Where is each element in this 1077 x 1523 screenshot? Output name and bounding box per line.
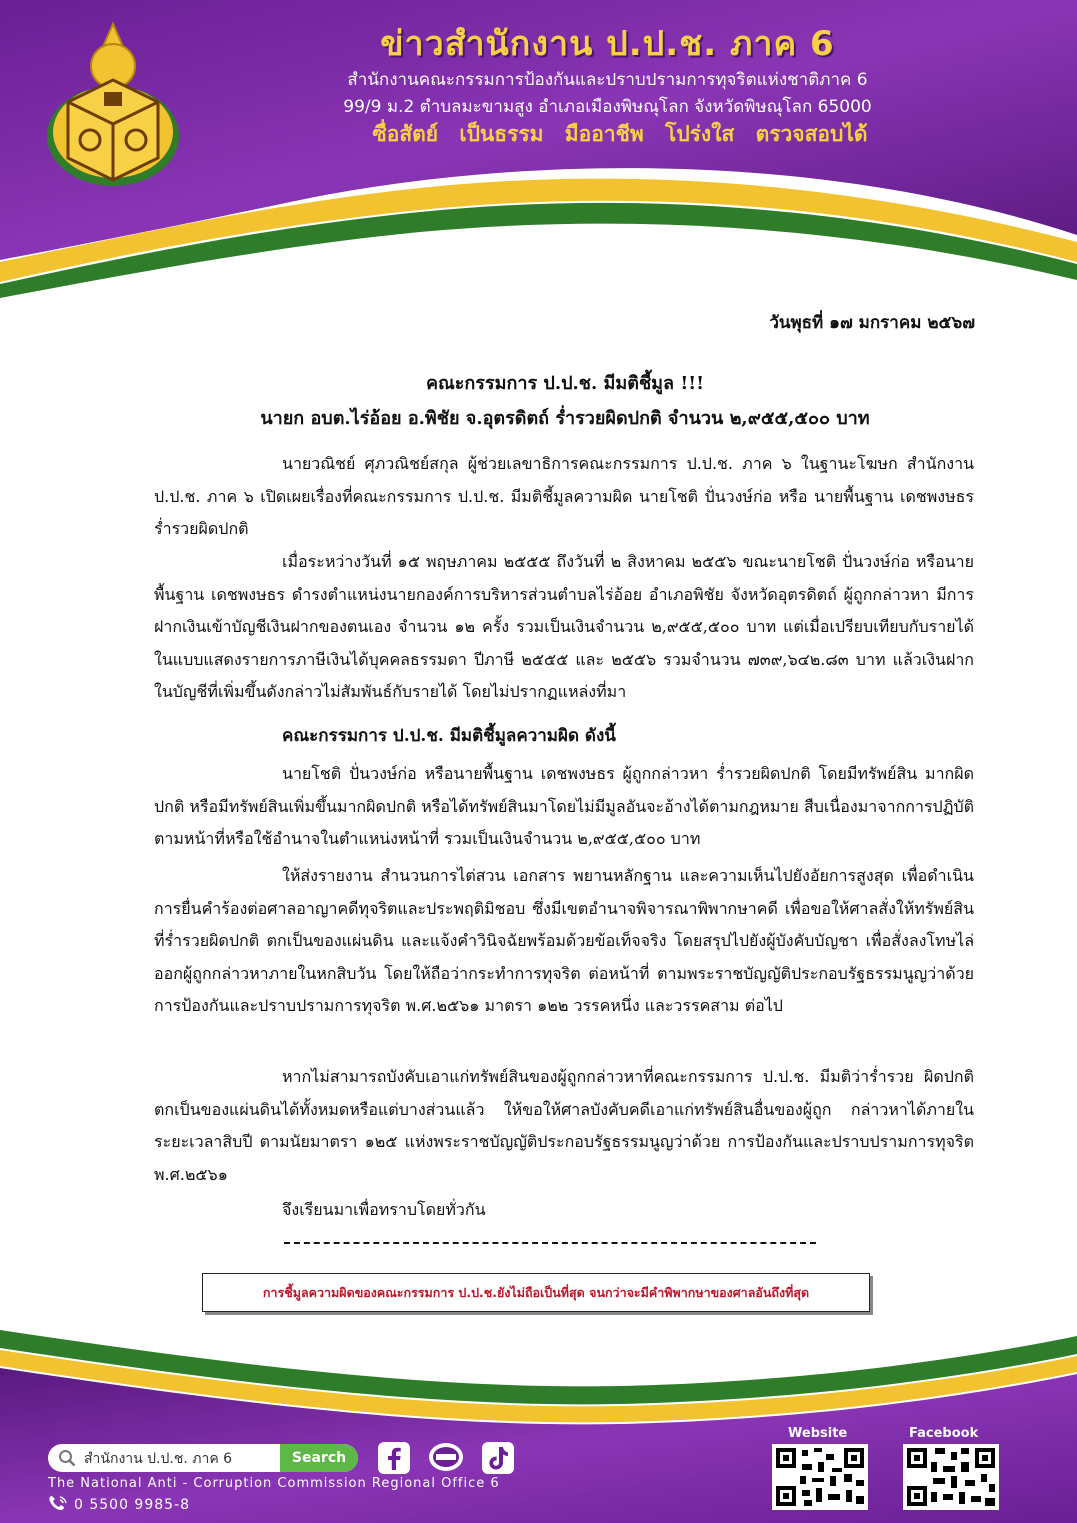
paragraph-facts: เมื่อระหว่างวันที่ ๑๕ พฤษภาคม ๒๕๕๕ ถึงวันที่ ๒ สิงหาคม ๒๕๕๖ ขณะนายโชติ ปั่นวงษ์ก่อ หรือนายพื้นฐาน เดชพงษธร ดำรงตำแหน่งนายกองค์การบริหารส่วนตำบลไร่อ้อย อำเภอพิชัย จังหวัดอุตรดิตถ์ ผู้ถูกกล่าวหา มีการฝากเงินเข้าบัญชีเงินฝากของตนเอง จำนวน ๑๒ ครั้ง รวมเป็นเงินจำนวน ๒,๙๕๕,๕๐๐ บาท แต่เมื่อเปรียบเทียบกับรายได้ในแบบแสดงรายการภาษีเงินได้บุคคลธรรมดา ปีภาษี ๒๕๕๕ และ ๒๕๕๖ รวมจำนวน ๗๓๙,๖๔๒.๘๓ บาท แล้วเงินฝากในบัญชีที่เพิ่มขึ้นดังกล่าวไม่สัมพันธ์กับรายได้ โดยไม่ปรากฏแหล่งที่มา <box>154 552 975 702</box>
disclaimer-text: การชี้มูลความผิดของคณะกรรมการ ป.ป.ช.ยังไม่ถือเป็นที่สุด จนกว่าจะมีคำพิพากษาของศาลอันถึงที่สุด <box>262 1284 810 1300</box>
search-button[interactable]: Search <box>280 1444 358 1472</box>
footer-banner <box>0 1320 1077 1523</box>
section-heading: คณะกรรมการ ป.ป.ช. มีมติชี้มูลความผิด ดังนี้ <box>282 726 616 746</box>
website-label: Website <box>788 1426 848 1441</box>
paragraph-enforcement: หากไม่สามารถบังคับเอาแก่ทรัพย์สินของผู้ถูกกล่าวหาที่คณะกรรมการ ป.ป.ช. มีมติว่าร่ำรวย ผิดปกติตกเป็นของแผ่นดินได้ทั้งหมดหรือแต่บางส่วนแล้ว ให้ขอให้ศาลบังคับคดีเอาแก่ทรัพย์สินอื่นของผู้ถูก กล่าวหาได้ภายในระยะเวลาสิบปี ตามนัยมาตรา ๑๒๕ แห่งพระราชบัญญัติประกอบรัฐธรรมนูญว่าด้วย การป้องกันและปราบปรามการทุจริต พ.ศ.๒๕๖๑ <box>154 1067 974 1184</box>
search-icon <box>58 1449 76 1467</box>
headline-line2: นายก อบต.ไร่อ้อย อ.พิชัย จ.อุตรดิตถ์ ร่ำรวยผิดปกติ จำนวน ๒,๙๕๕,๕๐๐ บาท <box>260 408 870 429</box>
header-org-name: สำนักงานคณะกรรมการป้องกันและปราบปรามการทุจริตแห่งชาติภาค 6 <box>347 70 868 90</box>
nacc-emblem-icon <box>44 18 182 190</box>
document-date: วันพุธที่ ๑๗ มกราคม ๒๕๖๗ <box>769 313 975 333</box>
tiktok-icon[interactable] <box>480 1442 516 1474</box>
dashed-divider <box>284 1242 816 1244</box>
header-banner <box>0 0 1077 300</box>
footer-org-english: The National Anti - Corruption Commission Regional Office 6 <box>48 1476 500 1491</box>
line-icon[interactable] <box>428 1442 464 1474</box>
closing-line: จึงเรียนมาเพื่อทราบโดยทั่วกัน <box>282 1200 486 1219</box>
search-query-text[interactable]: สำนักงาน ป.ป.ช. ภาค 6 <box>84 1451 233 1467</box>
paragraph-actions: ให้ส่งรายงาน สำนวนการไต่สวน เอกสาร พยานหลักฐาน และความเห็นไปยังอัยการสูงสุด เพื่อดำเนินการยื่นคำร้องต่อศาลอาญาคดีทุจริตและประพฤติมิชอบ ซึ่งมีเขตอำนาจพิจารณาพิพากษาคดี เพื่อขอให้ศาลสั่งให้ทรัพย์สินที่ร่ำรวยผิดปกติ ตกเป็นของแผ่นดิน และแจ้งคำวินิจฉัยพร้อมด้วยข้อเท็จจริง โดยสรุปไปยังผู้บังคับบัญชา เพื่อสั่งลงโทษไล่ออกผู้ถูกกล่าวหาภายในหกสิบวัน โดยให้ถือว่ากระทำการทุจริต ต่อหน้าที่ ตามพระราชบัญญัติประกอบรัฐธรรมนูญว่าด้วยการป้องกันและปราบปรามการทุจริต พ.ศ.๒๕๖๑ มาตรา ๑๒๒ วรรคหนึ่ง และวรรคสาม ต่อไป <box>154 866 974 1016</box>
disclaimer-box <box>202 1273 870 1312</box>
footer-phone-number: 0 5500 9985-8 <box>74 1497 191 1513</box>
facebook-label: Facebook <box>909 1426 979 1441</box>
header-address: 99/9 ม.2 ตำบลมะขามสูง อำเภอเมืองพิษณุโลก จังหวัดพิษณุโลก 65000 <box>343 97 872 117</box>
phone-icon <box>48 1495 68 1511</box>
header-motto: ซื่อสัตย์ เป็นธรรม มืออาชีพ โปร่งใส ตรวจสอบได้ <box>372 122 868 146</box>
headline-line1: คณะกรรมการ ป.ป.ช. มีมติชี้มูล !!! <box>425 373 705 394</box>
search-bar[interactable] <box>48 1444 358 1472</box>
qr-code-icon[interactable] <box>903 1444 999 1510</box>
footer-phone <box>48 1495 190 1513</box>
paragraph-intro: นายวณิชย์ ศุภวณิชย์สกุล ผู้ช่วยเลขาธิการคณะกรรมการ ป.ป.ช. ภาค ๖ ในฐานะโฆษก สำนักงาน ป.ป.ช. ภาค ๖ เปิดเผยเรื่องที่คณะกรรมการ ป.ป.ช. มีมติชี้มูลความผิด นายโชติ ปั่นวงษ์ก่อ หรือ นายพื้นฐาน เดชพงษธร ร่ำรวยผิดปกติ <box>154 454 974 539</box>
paragraph-ruling: นายโชติ ปั่นวงษ์ก่อ หรือนายพื้นฐาน เดชพงษธร ผู้ถูกกล่าวหา ร่ำรวยผิดปกติ โดยมีทรัพย์สิน มากผิดปกติ หรือมีทรัพย์สินเพิ่มขึ้นมากผิดปกติ หรือได้ทรัพย์สินมาโดยไม่มีมูลอันจะอ้างได้ตามกฎหมาย สืบเนื่องมาจากการปฏิบัติตามหน้าที่หรือใช้อำนาจในตำแหน่งหน้าที่ รวมเป็นเงินจำนวน ๒,๙๕๕,๕๐๐ บาท <box>154 764 974 849</box>
header-title: ข่าวสำนักงาน ป.ป.ช. ภาค 6 <box>380 24 835 64</box>
facebook-icon[interactable] <box>376 1442 412 1474</box>
qr-code-icon[interactable] <box>772 1444 868 1510</box>
